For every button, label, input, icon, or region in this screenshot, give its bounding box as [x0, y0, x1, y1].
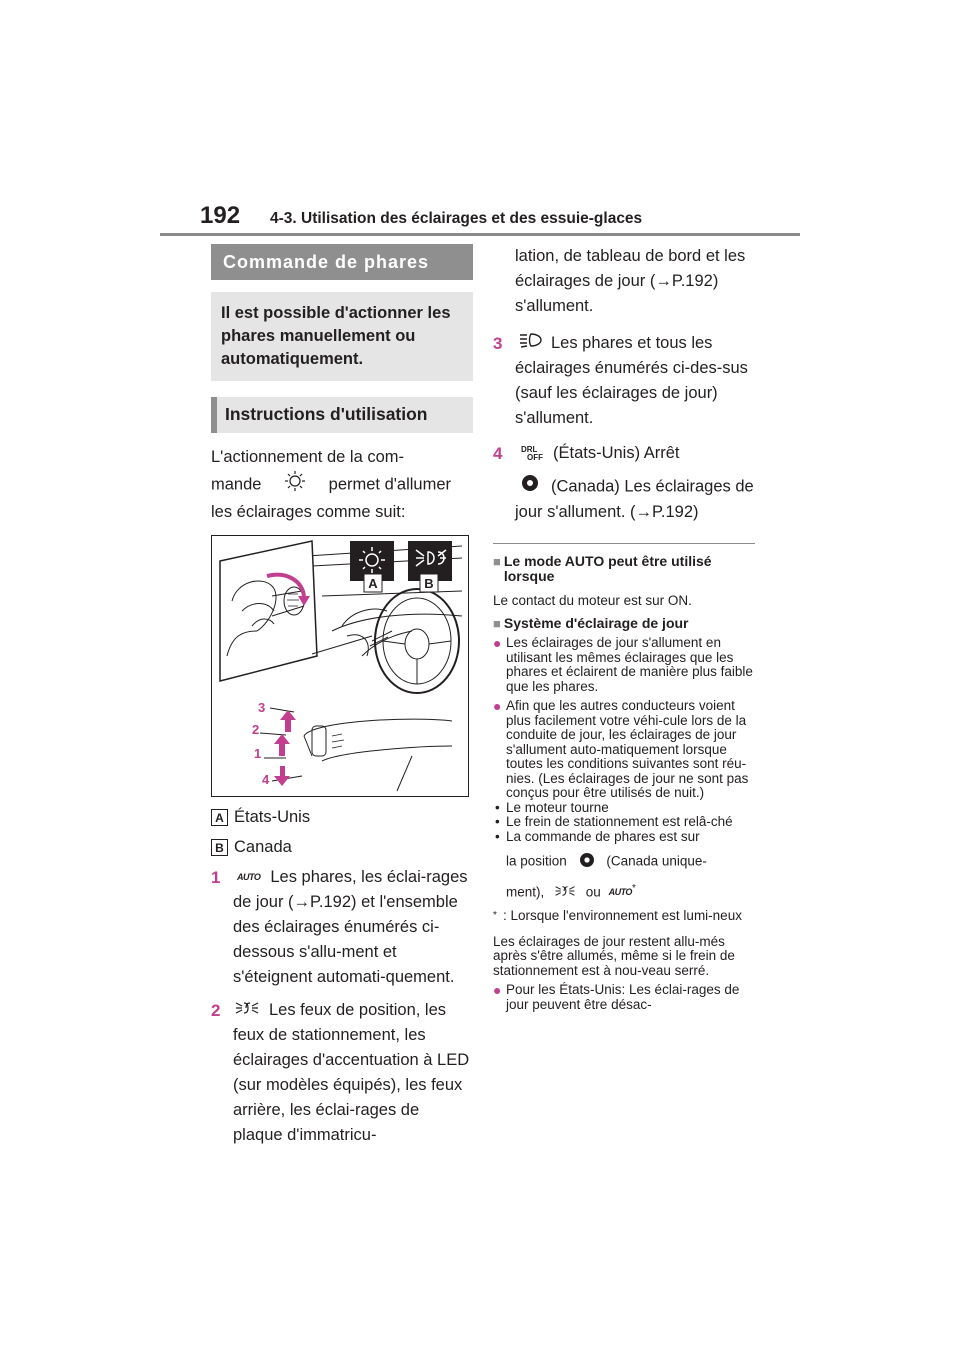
light-switch-icon [282, 470, 308, 500]
step-1: 1 AUTO Les phares, les éclai-rages de jour (→P.192) et l'ensemble des éclairages énumérés ci-dessous s'allu-ment et s'éteignent automati-quement. [211, 868, 468, 987]
note-bullet-1: ● Les éclairages de jour s'allument en utilisant les mêmes éclairages que les phares et éclairent de manière plus faible que les phares. [493, 635, 753, 694]
left-column [211, 244, 473, 1148]
note-text-auto: Le contact du moteur est sur ON. [493, 593, 692, 609]
figure-num-1: 1 [254, 746, 262, 761]
figure-label-b: B [424, 576, 434, 591]
note-bullet-3: ● Pour les États-Unis: Les éclai-rages de jour peuvent être désac- [493, 982, 740, 1012]
instructions-paragraph: L'actionnement de la com- mande permet d'allumer les éclairages comme suit: [211, 448, 452, 521]
step-4: 4 DRL OFF (États-Unis) Arrêt (Canada) Les éclairages de jour s'allument. (→P.192) [493, 444, 754, 522]
headlight-switch-illustration [211, 535, 469, 797]
caption-canada: B Canada [211, 835, 473, 859]
auto-icon-small: AUTO [608, 887, 632, 898]
position-light-icon [235, 998, 259, 1023]
instructions-heading: Instructions d'utilisation [211, 397, 473, 433]
footnote: * : Lorsque l'environnement est lumi-neux [493, 908, 742, 924]
figure-num-2: 2 [252, 722, 260, 737]
step-2: 2 Les feux de position, les feux de stationnement, les éclairages d'accentuation à LED (sur modèles équipés), les feux arrière, les éclai-rages de plaque d'immatricu- [211, 998, 473, 1148]
auto-icon: AUTO [237, 872, 261, 883]
figure-num-3: 3 [258, 700, 266, 715]
header-rule [160, 233, 800, 236]
page-number: 192 [200, 202, 241, 229]
caption-usa: A États-Unis [211, 805, 473, 829]
note-subbullet-3: • La commande de phares est sur la position (Canada unique- ment), ou AUTO* [495, 828, 707, 900]
step-3: 3 Les phares et tous les éclairages énumérés ci-des-sus (sauf les éclairages de jour) s'allument. [493, 331, 755, 431]
drl-icon-small [579, 852, 595, 872]
note-text-parking: Les éclairages de jour restent allu-més après s'être allumés, même si le frein de stationnement est à nou-veau serré. [493, 933, 735, 978]
note-bullet-2: ● Afin que les autres conducteurs voient plus facilement votre véhi-cule lors de la conduite de jour, les éclairages de jour s'allument auto-matiquement lorsque toutes les conditions suivantes sont réu-nies. (Les éclairages de jour ne sont pas conçus pour être utilisés de nuit.) [493, 698, 749, 801]
step-2-continuation: lation, de tableau de bord et les éclairages de jour (→P.192) s'allument. [515, 247, 746, 315]
notes-divider [493, 543, 755, 544]
note-title-auto: ■ Le mode AUTO peut être utilisé lorsque [493, 553, 712, 585]
headlight-icon [519, 331, 543, 356]
drl-icon [521, 474, 539, 500]
main-heading: Commande de phares [211, 244, 473, 280]
intro-box: Il est possible d'actionner les phares manuellement ou automatiquement. [211, 292, 473, 381]
drl-off-icon: DRL OFF [521, 444, 543, 462]
note-subbullet-2: • Le frein de stationnement est relâ-ché [495, 814, 733, 830]
section-title: 4-3. Utilisation des éclairages et des essuie-glaces [270, 210, 643, 227]
figure-label-a: A [368, 576, 378, 591]
note-title-drl: ■ Système d'éclairage de jour [493, 615, 689, 632]
note-subbullet-1: • Le moteur tourne [495, 799, 609, 815]
position-light-icon-small [554, 885, 576, 901]
right-column [493, 244, 755, 1012]
figure-num-4: 4 [262, 772, 270, 787]
